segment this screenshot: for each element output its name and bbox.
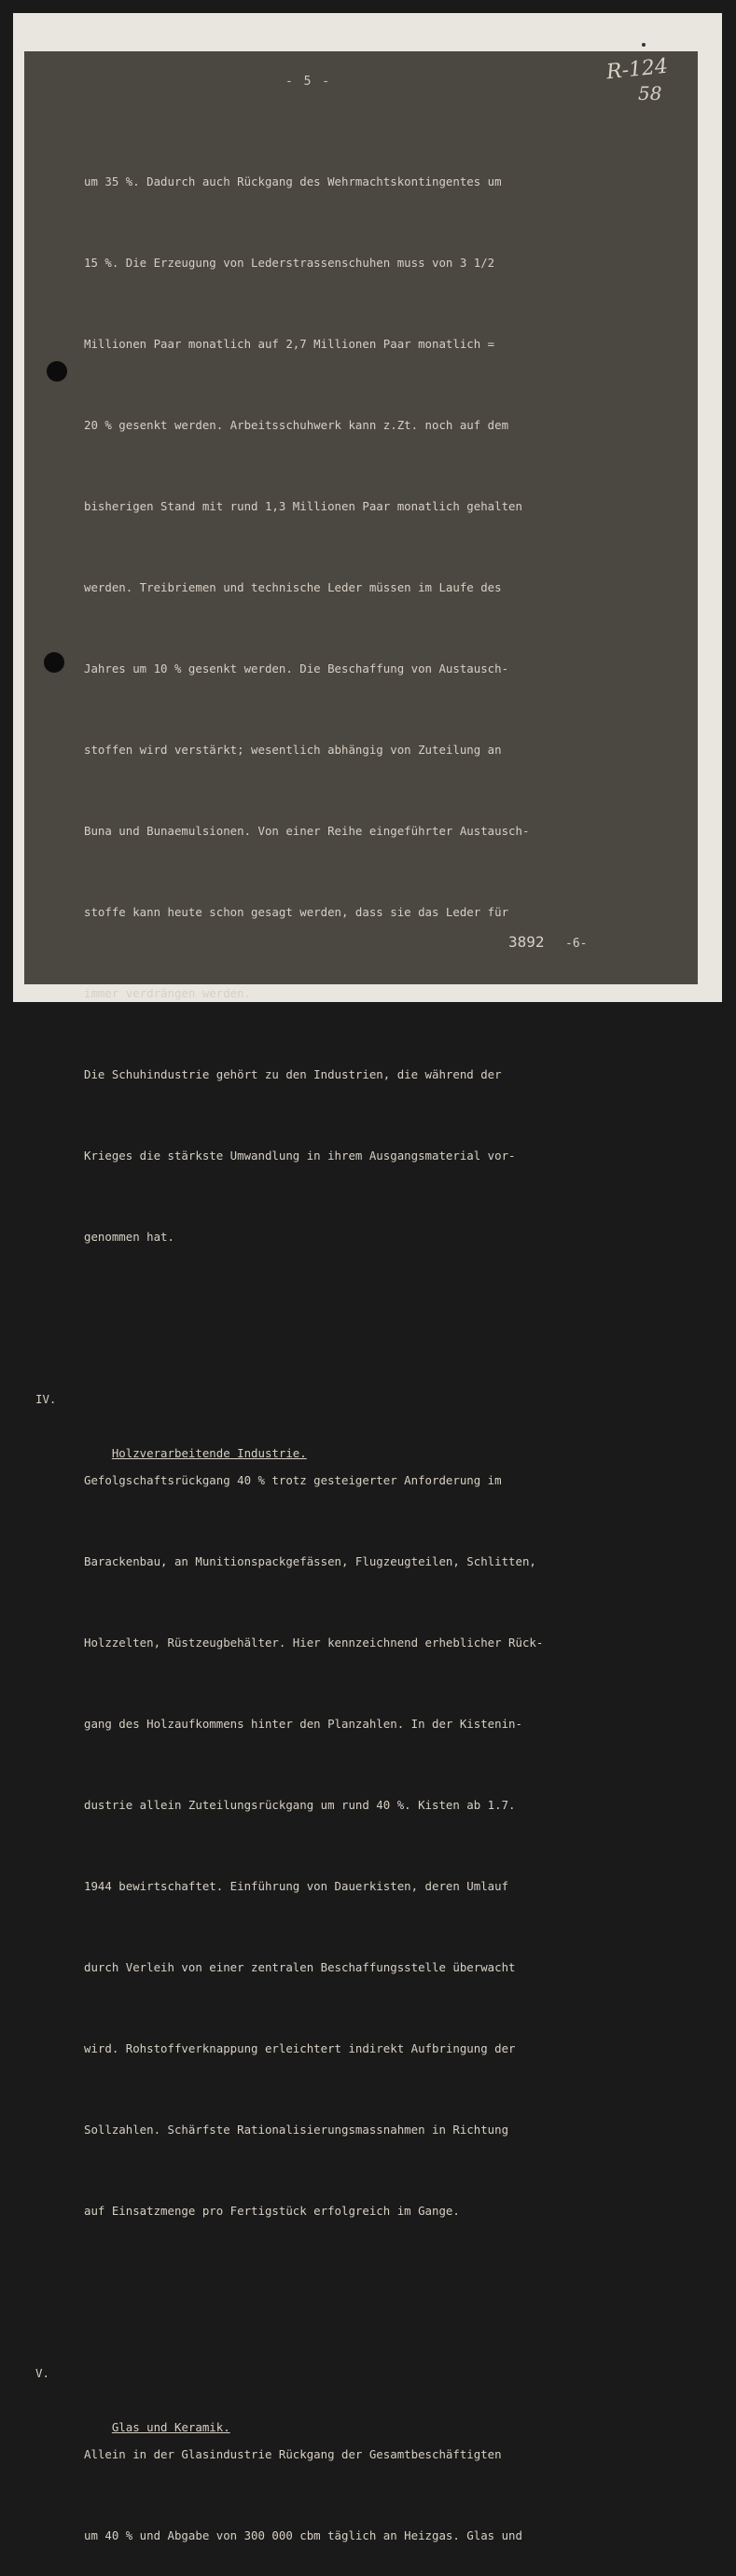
- section-title: Holzverarbeitende Industrie.: [111, 1446, 307, 1460]
- text-line: 20 % gesenkt werden. Arbeitsschuhwerk kann z.Zt. noch auf dem: [84, 418, 509, 432]
- text-line: dustrie allein Zuteilungsrückgang um rund 40 %. Kisten ab 1.7.: [84, 1798, 516, 1812]
- text-line: 1944 bewirtschaftet. Einführung von Dauerkisten, deren Umlauf: [84, 1879, 509, 1893]
- punch-hole: [47, 361, 67, 382]
- text-line: genommen hat.: [84, 1230, 174, 1244]
- text-line: Barackenbau, an Munitionspackgefässen, Flugzeugteilen, Schlitten,: [84, 1554, 536, 1568]
- text-line: durch Verleih von einer zentralen Beschaffungsstelle überwacht: [84, 1960, 516, 1974]
- text-line: stoffe kann heute schon gesagt werden, dass sie das Leder für: [84, 905, 509, 919]
- text-line: Buna und Bunaemulsionen. Von einer Reihe eingeführter Austausch-: [84, 824, 530, 838]
- text-line: Krieges die stärkste Umwandlung in ihrem Ausgangsmaterial vor-: [84, 1149, 516, 1163]
- stamp-number: 3892: [508, 933, 545, 951]
- text-line: werden. Treibriemen und technische Leder müssen im Laufe des: [84, 580, 502, 594]
- text-line: auf Einsatzmenge pro Fertigstück erfolgreich im Gange.: [84, 2204, 460, 2218]
- text-line: Millionen Paar monatlich auf 2,7 Millionen Paar monatlich =: [84, 337, 495, 351]
- text-line: Allein in der Glasindustrie Rückgang der Gesamtbeschäftigten: [84, 2447, 502, 2461]
- handwritten-sub-ref: 58: [638, 82, 662, 104]
- text-line: 15 %. Die Erzeugung von Lederstrassenschuhen muss von 3 1/2: [84, 256, 495, 270]
- section-heading-v: [35, 2360, 653, 2434]
- next-page-marker: -6-: [565, 937, 588, 951]
- text-line: stoffen wird verstärkt; wesentlich abhängig von Zuteilung an: [84, 743, 502, 757]
- text-line: um 40 % und Abgabe von 300 000 cbm täglich an Heizgas. Glas und: [84, 2528, 522, 2542]
- section-numeral: IV.: [35, 1392, 57, 1406]
- section-title: Glas und Keramik.: [111, 2420, 230, 2434]
- page-number: - 5 -: [285, 75, 332, 89]
- text-line: Die Schuhindustrie gehört zu den Industrien, die während der: [84, 1067, 502, 1081]
- section-heading-iv: [35, 1385, 653, 1460]
- handwritten-archive-ref: R-124: [604, 54, 670, 85]
- text-line: Gefolgschaftsrückgang 40 % trotz gesteigerter Anforderung im: [84, 1473, 502, 1487]
- punch-hole: [44, 652, 64, 673]
- text-line: Holzzelten, Rüstzeugbehälter. Hier kennzeichnend erheblicher Rück-: [84, 1636, 544, 1650]
- document-body: [35, 114, 653, 2576]
- text-line: bisherigen Stand mit rund 1,3 Millionen Paar monatlich gehalten: [84, 499, 522, 513]
- paper-mark: [642, 43, 646, 47]
- text-line: gang des Holzaufkommens hinter den Planzahlen. In der Kistenin-: [84, 1717, 522, 1731]
- text-line: Jahres um 10 % gesenkt werden. Die Beschaffung von Austausch-: [84, 661, 509, 675]
- text-line: immer verdrängen werden.: [84, 986, 252, 1000]
- section-numeral: V.: [35, 2366, 49, 2380]
- text-line: um 35 %. Dadurch auch Rückgang des Wehrmachtskontingentes um: [84, 174, 502, 188]
- text-line: Sollzahlen. Schärfste Rationalisierungsmassnahmen in Richtung: [84, 2123, 509, 2137]
- text-line: wird. Rohstoffverknappung erleichtert indirekt Aufbringung der: [84, 2041, 516, 2055]
